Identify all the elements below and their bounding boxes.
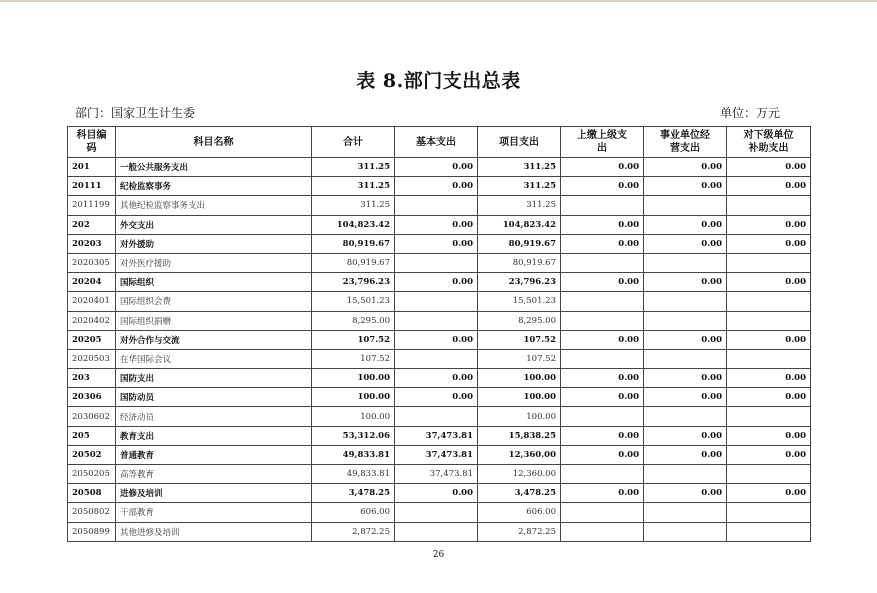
cell-total: 311.25 [312, 177, 395, 196]
cell-basic: 0.00 [395, 330, 478, 349]
cell-upper [561, 349, 644, 368]
cell-project: 311.25 [478, 196, 561, 215]
cell-business: 0.00 [644, 330, 727, 349]
cell-upper [561, 311, 644, 330]
table-body [68, 158, 811, 542]
header-project: 项目支出 [478, 127, 561, 158]
cell-project: 100.00 [478, 407, 561, 426]
cell-subsidy [727, 292, 811, 311]
cell-name: 国际组织会费 [116, 292, 312, 311]
cell-business: 0.00 [644, 426, 727, 445]
cell-name: 干部教育 [116, 503, 312, 522]
cell-upper: 0.00 [561, 484, 644, 503]
cell-project: 104,823.42 [478, 215, 561, 234]
cell-upper [561, 196, 644, 215]
table-row [68, 445, 811, 464]
cell-total: 107.52 [312, 349, 395, 368]
cell-upper: 0.00 [561, 215, 644, 234]
cell-basic: 37,473.81 [395, 426, 478, 445]
unit-label: 单位：万元 [720, 106, 781, 120]
cell-upper: 0.00 [561, 273, 644, 292]
table-row [68, 311, 811, 330]
cell-upper: 0.00 [561, 369, 644, 388]
table-header-row [68, 127, 811, 158]
cell-name: 纪检监察事务 [116, 177, 312, 196]
cell-business [644, 253, 727, 272]
cell-total: 8,295.00 [312, 311, 395, 330]
cell-subsidy [727, 196, 811, 215]
cell-basic: 0.00 [395, 273, 478, 292]
cell-code: 201 [68, 158, 116, 177]
cell-name: 对外援助 [116, 234, 312, 253]
cell-code: 2050205 [68, 465, 116, 484]
cell-total: 107.52 [312, 330, 395, 349]
top-rule [0, 0, 877, 2]
cell-project: 15,501.23 [478, 292, 561, 311]
page-number: 26 [432, 550, 445, 560]
cell-project: 8,295.00 [478, 311, 561, 330]
cell-total: 3,478.25 [312, 484, 395, 503]
cell-code: 20508 [68, 484, 116, 503]
cell-name: 国际组织捐赠 [116, 311, 312, 330]
cell-upper: 0.00 [561, 177, 644, 196]
cell-subsidy: 0.00 [727, 234, 811, 253]
header-name: 科目名称 [116, 127, 312, 158]
cell-business [644, 503, 727, 522]
cell-business [644, 407, 727, 426]
cell-upper [561, 253, 644, 272]
cell-basic [395, 503, 478, 522]
cell-business [644, 196, 727, 215]
cell-name: 一般公共服务支出 [116, 158, 312, 177]
cell-subsidy: 0.00 [727, 445, 811, 464]
cell-name: 在华国际会议 [116, 349, 312, 368]
header-upper: 上缴上级支出 [561, 127, 644, 158]
cell-total: 311.25 [312, 196, 395, 215]
cell-basic [395, 196, 478, 215]
cell-project: 3,478.25 [478, 484, 561, 503]
cell-basic: 0.00 [395, 234, 478, 253]
cell-total: 53,312.06 [312, 426, 395, 445]
cell-subsidy: 0.00 [727, 388, 811, 407]
cell-name: 其他纪检监察事务支出 [116, 196, 312, 215]
cell-project: 12,360.00 [478, 465, 561, 484]
cell-code: 20204 [68, 273, 116, 292]
table-row [68, 273, 811, 292]
cell-project: 606.00 [478, 503, 561, 522]
cell-subsidy [727, 465, 811, 484]
cell-business: 0.00 [644, 215, 727, 234]
cell-basic [395, 292, 478, 311]
table-row [68, 330, 811, 349]
cell-total: 80,919.67 [312, 234, 395, 253]
cell-business: 0.00 [644, 388, 727, 407]
cell-upper [561, 465, 644, 484]
cell-subsidy: 0.00 [727, 369, 811, 388]
cell-total: 100.00 [312, 407, 395, 426]
cell-project: 107.52 [478, 330, 561, 349]
table-row [68, 196, 811, 215]
cell-basic [395, 253, 478, 272]
cell-business: 0.00 [644, 177, 727, 196]
cell-basic [395, 349, 478, 368]
cell-upper: 0.00 [561, 330, 644, 349]
table-row [68, 426, 811, 445]
table-row [68, 503, 811, 522]
cell-project: 80,919.67 [478, 253, 561, 272]
cell-code: 2050899 [68, 522, 116, 541]
cell-upper [561, 503, 644, 522]
cell-total: 80,919.67 [312, 253, 395, 272]
cell-project: 311.25 [478, 177, 561, 196]
cell-subsidy [727, 311, 811, 330]
cell-subsidy: 0.00 [727, 273, 811, 292]
cell-subsidy: 0.00 [727, 426, 811, 445]
cell-project: 12,360.00 [478, 445, 561, 464]
cell-subsidy: 0.00 [727, 215, 811, 234]
table-row [68, 522, 811, 541]
cell-basic [395, 407, 478, 426]
cell-subsidy: 0.00 [727, 484, 811, 503]
cell-basic [395, 311, 478, 330]
cell-name: 国防支出 [116, 369, 312, 388]
expenditure-table [67, 126, 811, 542]
cell-upper: 0.00 [561, 445, 644, 464]
table-row [68, 215, 811, 234]
cell-upper: 0.00 [561, 426, 644, 445]
cell-subsidy: 0.00 [727, 177, 811, 196]
cell-project: 15,838.25 [478, 426, 561, 445]
table-row [68, 465, 811, 484]
cell-total: 100.00 [312, 388, 395, 407]
cell-name: 普通教育 [116, 445, 312, 464]
table-row [68, 407, 811, 426]
table-row [68, 292, 811, 311]
cell-business: 0.00 [644, 273, 727, 292]
table-row [68, 158, 811, 177]
cell-code: 2020503 [68, 349, 116, 368]
cell-business [644, 465, 727, 484]
table-row [68, 369, 811, 388]
document-title: 表 8.部门支出总表 [356, 70, 521, 92]
cell-project: 311.25 [478, 158, 561, 177]
cell-project: 2,872.25 [478, 522, 561, 541]
cell-upper [561, 407, 644, 426]
cell-name: 对外合作与交流 [116, 330, 312, 349]
cell-total: 104,823.42 [312, 215, 395, 234]
cell-subsidy: 0.00 [727, 330, 811, 349]
cell-name: 国际组织 [116, 273, 312, 292]
cell-name: 高等教育 [116, 465, 312, 484]
cell-code: 2020402 [68, 311, 116, 330]
cell-basic: 0.00 [395, 388, 478, 407]
cell-name: 其他进修及培训 [116, 522, 312, 541]
cell-business: 0.00 [644, 484, 727, 503]
table-row [68, 253, 811, 272]
cell-name: 教育支出 [116, 426, 312, 445]
cell-business: 0.00 [644, 445, 727, 464]
cell-total: 311.25 [312, 158, 395, 177]
cell-code: 20205 [68, 330, 116, 349]
cell-code: 2020401 [68, 292, 116, 311]
cell-total: 100.00 [312, 369, 395, 388]
cell-business [644, 522, 727, 541]
cell-upper: 0.00 [561, 388, 644, 407]
cell-business: 0.00 [644, 369, 727, 388]
header-total: 合计 [312, 127, 395, 158]
table-row [68, 177, 811, 196]
cell-code: 202 [68, 215, 116, 234]
cell-code: 2011199 [68, 196, 116, 215]
cell-subsidy [727, 349, 811, 368]
cell-basic: 0.00 [395, 177, 478, 196]
cell-subsidy [727, 522, 811, 541]
cell-name: 经济动员 [116, 407, 312, 426]
cell-subsidy [727, 503, 811, 522]
cell-name: 外交支出 [116, 215, 312, 234]
cell-subsidy [727, 407, 811, 426]
cell-total: 15,501.23 [312, 292, 395, 311]
cell-code: 2050802 [68, 503, 116, 522]
cell-upper: 0.00 [561, 158, 644, 177]
cell-code: 203 [68, 369, 116, 388]
header-basic: 基本支出 [395, 127, 478, 158]
cell-basic: 37,473.81 [395, 465, 478, 484]
cell-code: 20111 [68, 177, 116, 196]
cell-project: 107.52 [478, 349, 561, 368]
cell-code: 2030602 [68, 407, 116, 426]
cell-code: 2020305 [68, 253, 116, 272]
cell-code: 20203 [68, 234, 116, 253]
cell-basic: 0.00 [395, 215, 478, 234]
cell-project: 100.00 [478, 388, 561, 407]
table-row [68, 484, 811, 503]
cell-name: 国防动员 [116, 388, 312, 407]
cell-total: 2,872.25 [312, 522, 395, 541]
cell-upper [561, 292, 644, 311]
cell-business [644, 292, 727, 311]
cell-total: 49,833.81 [312, 465, 395, 484]
cell-project: 100.00 [478, 369, 561, 388]
cell-total: 606.00 [312, 503, 395, 522]
header-code: 科目编码 [68, 127, 116, 158]
cell-name: 对外医疗援助 [116, 253, 312, 272]
cell-business [644, 311, 727, 330]
cell-name: 进修及培训 [116, 484, 312, 503]
cell-project: 80,919.67 [478, 234, 561, 253]
cell-basic: 37,473.81 [395, 445, 478, 464]
cell-subsidy: 0.00 [727, 158, 811, 177]
cell-business: 0.00 [644, 234, 727, 253]
cell-total: 23,796.23 [312, 273, 395, 292]
table-row [68, 349, 811, 368]
cell-upper: 0.00 [561, 234, 644, 253]
cell-basic [395, 522, 478, 541]
table-row [68, 234, 811, 253]
cell-upper [561, 522, 644, 541]
cell-basic: 0.00 [395, 369, 478, 388]
cell-code: 20502 [68, 445, 116, 464]
cell-code: 205 [68, 426, 116, 445]
header-business: 事业单位经营支出 [644, 127, 727, 158]
cell-project: 23,796.23 [478, 273, 561, 292]
cell-basic: 0.00 [395, 158, 478, 177]
cell-business [644, 349, 727, 368]
table-row [68, 388, 811, 407]
cell-total: 49,833.81 [312, 445, 395, 464]
cell-basic: 0.00 [395, 484, 478, 503]
header-subsidy: 对下级单位补助支出 [727, 127, 811, 158]
cell-business: 0.00 [644, 158, 727, 177]
cell-subsidy [727, 253, 811, 272]
cell-code: 20306 [68, 388, 116, 407]
department-label: 部门：国家卫生计生委 [75, 106, 196, 120]
